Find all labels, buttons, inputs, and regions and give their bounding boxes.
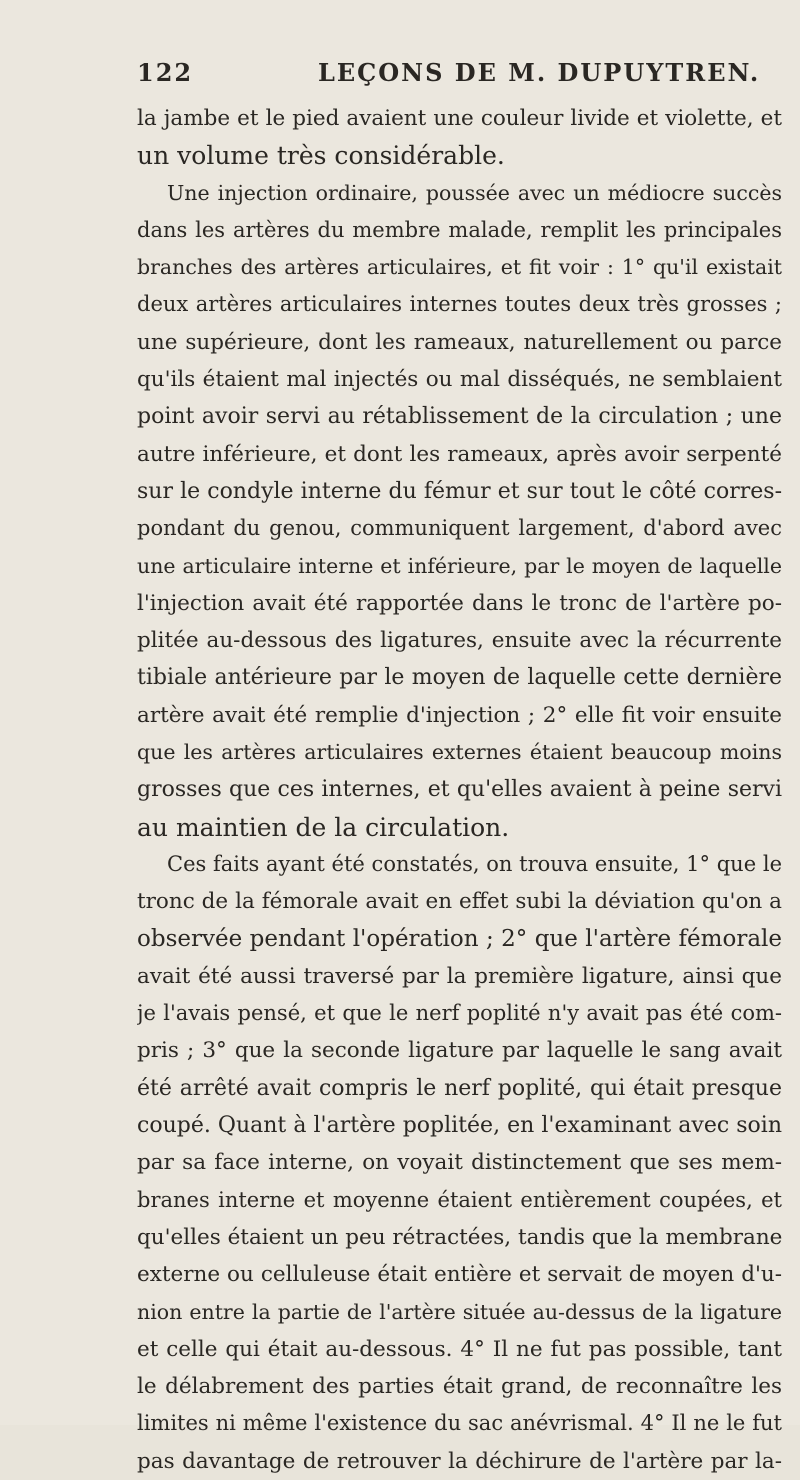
page-number: 122 bbox=[137, 58, 194, 87]
text-line: pris ; 3° que la seconde ligature par laquelle le sang avait bbox=[137, 1038, 782, 1064]
text-line: qu'elles étaient un peu rétractées, tandis que la membrane bbox=[137, 1224, 782, 1250]
text-line: je l'avais pensé, et que le nerf poplité n'y avait pas été com- bbox=[137, 1001, 782, 1026]
text-line: le délabrement des parties était grand, de reconnaître les bbox=[137, 1374, 782, 1400]
text-line: autre inférieure, et dont les rameaux, après avoir serpenté bbox=[137, 441, 782, 467]
text-line: que les artères articulaires externes étaient beaucoup moins bbox=[137, 740, 782, 765]
text-line: par sa face interne, on voyait distinctement que ses mem- bbox=[137, 1150, 782, 1176]
text-line: point avoir servi au rétablissement de la circulation ; une bbox=[137, 404, 782, 430]
text-line: externe ou celluleuse était entière et servait de moyen d'u- bbox=[137, 1262, 782, 1288]
text-line: limites ni même l'existence du sac anévrismal. 4° Il ne le fut bbox=[137, 1411, 782, 1436]
text-line: et celle qui était au-dessous. 4° Il ne fut pas possible, tant bbox=[137, 1336, 782, 1362]
text-line: observée pendant l'opération ; 2° que l'artère fémorale bbox=[137, 925, 782, 952]
running-head-title: LEÇONS DE M. DUPUYTREN. bbox=[318, 58, 761, 87]
text-line: deux artères articulaires internes toutes deux très grosses ; bbox=[137, 292, 782, 317]
text-line: grosses que ces internes, et qu'elles avaient à peine servi bbox=[137, 777, 782, 803]
body-text bbox=[137, 100, 782, 1480]
text-line: dans les artères du membre malade, remplit les principales bbox=[137, 217, 782, 242]
text-line: Une injection ordinaire, poussée avec un médiocre succès bbox=[167, 180, 782, 205]
text-line: qu'ils étaient mal injectés ou mal disséqués, ne semblaient bbox=[137, 367, 782, 393]
text-line: branches des artères articulaires, et fit voir : 1° qu'il existait bbox=[137, 255, 782, 280]
text-line: coupé. Quant à l'artère poplitée, en l'examinant avec soin bbox=[137, 1113, 782, 1139]
text-line: sur le condyle interne du fémur et sur tout le côté corres- bbox=[137, 478, 782, 504]
text-line: une articulaire interne et inférieure, par le moyen de laquelle bbox=[137, 553, 782, 578]
text-line: une supérieure, dont les rameaux, naturellement ou parce bbox=[137, 329, 782, 355]
text-line: plitée au-dessous des ligatures, ensuite avec la récurrente bbox=[137, 628, 782, 654]
text-line: tibiale antérieure par le moyen de laquelle cette dernière bbox=[137, 665, 782, 691]
text-line: été arrêté avait compris le nerf poplité, qui était presque bbox=[137, 1075, 782, 1101]
text-line: artère avait été remplie d'injection ; 2° elle fit voir ensuite bbox=[137, 702, 782, 728]
text-line: avait été aussi traversé par la première ligature, ainsi que bbox=[137, 963, 782, 989]
text-line: pondant du genou, communiquent largement, d'abord avec bbox=[137, 516, 782, 541]
text-line: pas davantage de retrouver la déchirure de l'artère par la- bbox=[137, 1448, 782, 1474]
running-head bbox=[137, 58, 772, 94]
text-line: nion entre la partie de l'artère située au-dessus de la ligature bbox=[137, 1299, 782, 1324]
text-line: un volume très considérable. bbox=[137, 141, 505, 171]
text-line: Ces faits ayant été constatés, on trouva ensuite, 1° que le bbox=[167, 851, 782, 876]
text-line: la jambe et le pied avaient une couleur livide et violette, et bbox=[137, 106, 782, 131]
text-line: tronc de la fémorale avait en effet subi la déviation qu'on a bbox=[137, 889, 782, 915]
text-line: au maintien de la circulation. bbox=[137, 812, 510, 842]
text-line: l'injection avait été rapportée dans le tronc de l'artère po- bbox=[137, 590, 782, 616]
text-line: branes interne et moyenne étaient entièrement coupées, et bbox=[137, 1187, 782, 1212]
